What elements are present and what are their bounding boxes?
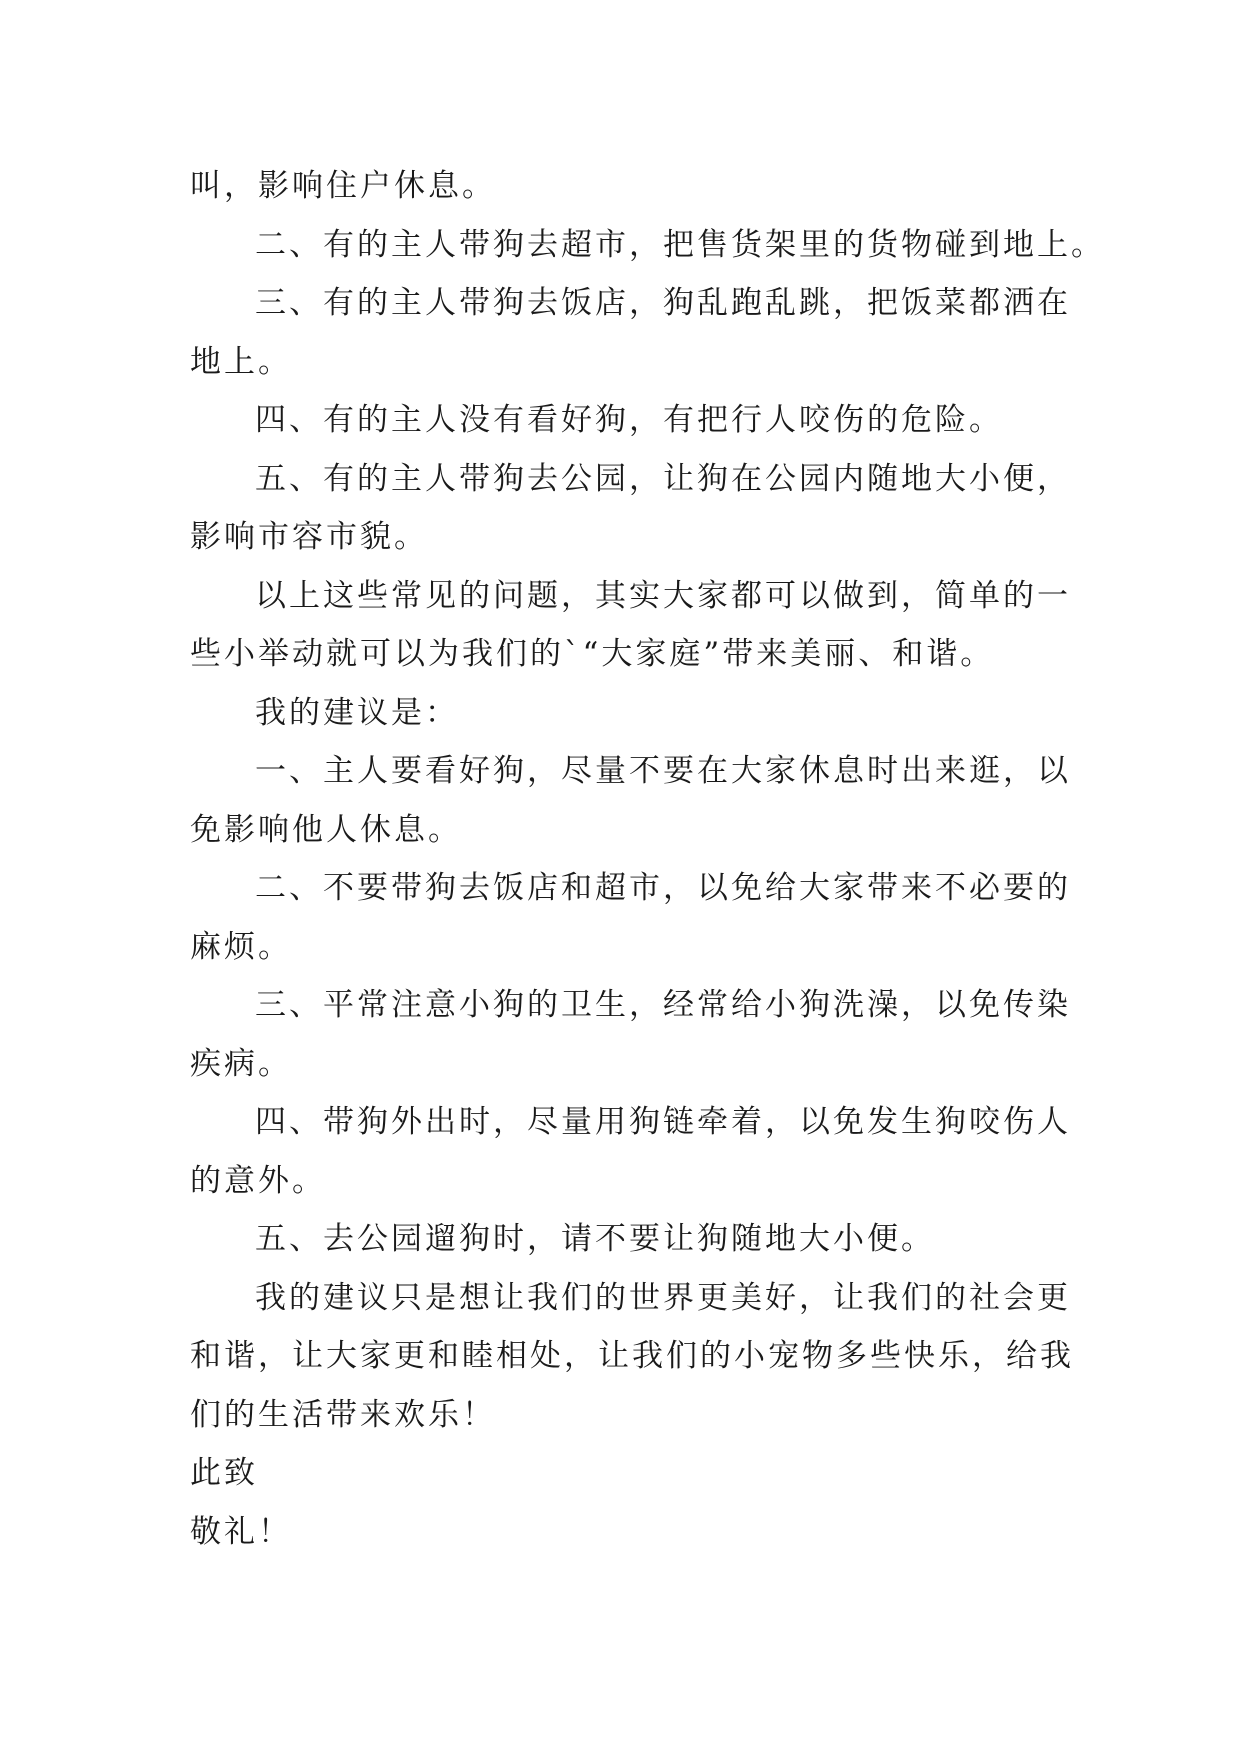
text-line: 叫，影响住户休息。 — [190, 168, 496, 204]
text-line: 些小举动就可以为我们的`“大家庭”带来美丽、和谐。 — [190, 636, 995, 672]
document-body — [190, 157, 1105, 1561]
closing-regards: 敬礼！ — [190, 1513, 292, 1550]
text-line: 我的建议只是想让我们的世界更美好，让我们的社会更 — [255, 1279, 1071, 1316]
text-line: 一、主人要看好狗，尽量不要在大家休息时出来逛，以 — [255, 753, 1071, 789]
text-line: 二、不要带狗去饭店和超市，以免给大家带来不必要的 — [255, 870, 1071, 906]
text-line: 五、有的主人带狗去公园，让狗在公园内随地大小便， — [255, 460, 1071, 497]
text-line: 以上这些常见的问题，其实大家都可以做到，简单的一 — [255, 577, 1071, 614]
text-line: 们的生活带来欢乐！ — [190, 1396, 496, 1433]
text-line: 疾病。 — [190, 1045, 292, 1082]
text-line: 我的建议是： — [255, 694, 459, 731]
text-line: 和谐，让大家更和睦相处，让我们的小宠物多些快乐，给我 — [190, 1338, 1074, 1374]
closing-salutation: 此致 — [190, 1455, 258, 1491]
text-line: 三、平常注意小狗的卫生，经常给小狗洗澡，以免传染 — [255, 987, 1071, 1023]
text-line: 四、有的主人没有看好狗，有把行人咬伤的危险。 — [255, 402, 1003, 438]
text-line: 二、有的主人带狗去超市，把售货架里的货物碰到地上。 — [255, 226, 1105, 263]
text-line: 影响市容市貌。 — [190, 519, 428, 555]
text-line: 的意外。 — [190, 1162, 326, 1199]
text-line: 免影响他人休息。 — [190, 811, 462, 848]
text-line: 五、去公园遛狗时，请不要让狗随地大小便。 — [255, 1221, 935, 1257]
text-line: 麻烦。 — [190, 928, 292, 965]
text-line: 三、有的主人带狗去饭店，狗乱跑乱跳，把饭菜都洒在 — [255, 285, 1071, 321]
text-line: 地上。 — [190, 343, 292, 380]
text-line: 四、带狗外出时，尽量用狗链牵着，以免发生狗咬伤人 — [255, 1104, 1071, 1140]
